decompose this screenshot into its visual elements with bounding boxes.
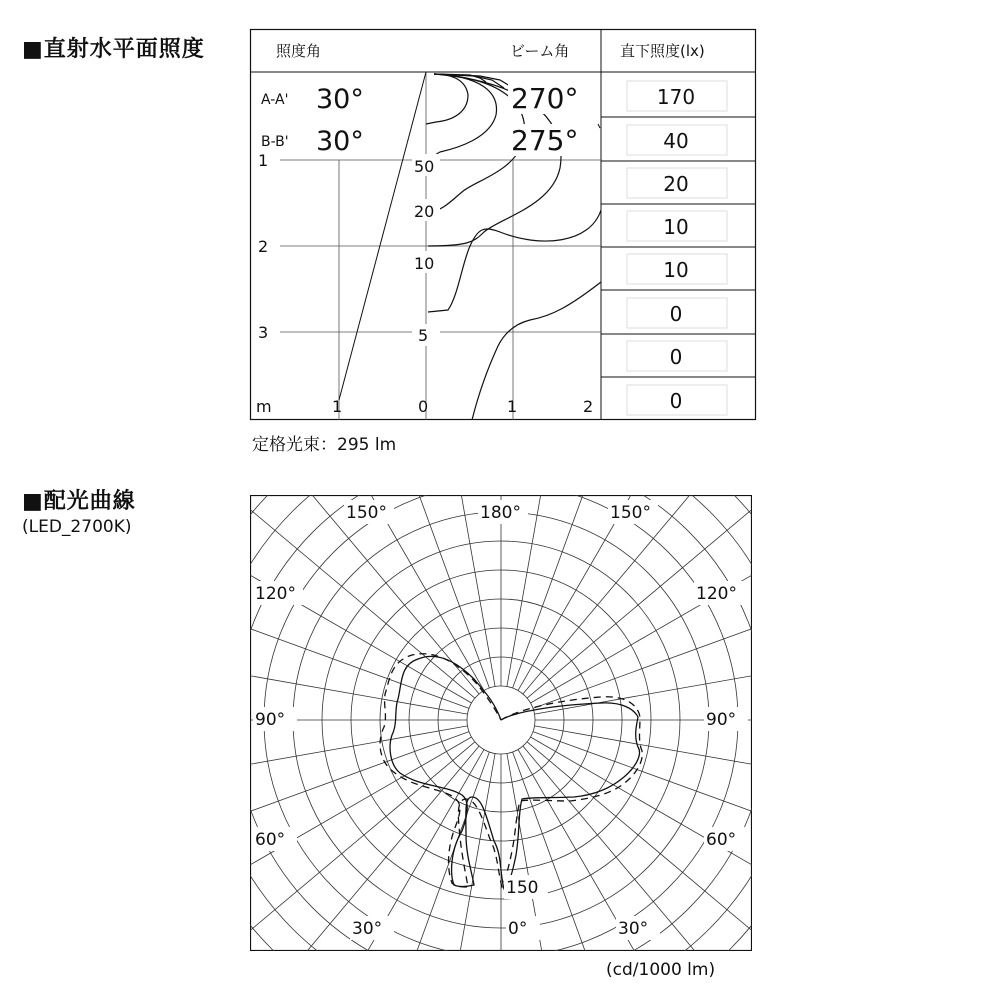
row-label: A-A' [261, 92, 289, 108]
angle-label-180: 180° [480, 503, 521, 523]
row-label: B-B' [261, 134, 289, 150]
x-label-right-1: 1 [507, 397, 518, 416]
depth-label-2: 2 [258, 237, 269, 256]
illuminance-diagram [0, 0, 1000, 470]
distribution-unit: (cd/1000 lm) [606, 960, 716, 980]
polar-chart [250, 495, 752, 951]
x-label-left-1: 1 [332, 397, 343, 416]
angle-label-90-right: 90° [706, 710, 737, 730]
row-illum-angle: 30° [316, 84, 364, 115]
angle-label-30-left: 30° [352, 919, 383, 939]
lux-label-10: 10 [414, 254, 435, 273]
lux-value: 0 [669, 302, 683, 326]
angle-label-150-right: 150° [610, 503, 651, 523]
angle-label-120-right: 120° [696, 584, 737, 604]
direct-lux-values [627, 81, 727, 415]
lux-label-5: 5 [418, 326, 429, 345]
lux-value: 0 [669, 345, 683, 369]
scale-label: 150 [506, 878, 539, 898]
lux-row-lines [601, 117, 756, 377]
lux-label-20: 20 [414, 202, 435, 221]
angle-label-60-left: 60° [255, 830, 286, 850]
row-b [258, 124, 592, 157]
illumination-angle-line [339, 72, 429, 400]
angle-label-90-left: 90° [255, 710, 286, 730]
header-illum-angle: 照度角 [276, 42, 322, 60]
angle-label-150-left: 150° [346, 503, 387, 523]
distribution-subtitle: (LED_2700K) [22, 517, 132, 537]
lux-value: 10 [663, 258, 689, 282]
iso-lux-curve-a [426, 74, 468, 124]
row-a [258, 82, 592, 115]
lux-value: 0 [669, 389, 683, 413]
depth-label-3: 3 [258, 323, 269, 342]
distance-unit: m [256, 397, 272, 416]
row-beam-angle: 270° [511, 82, 579, 115]
lux-label-50: 50 [414, 157, 435, 176]
lux-value: 170 [656, 85, 696, 109]
angle-label-120-left: 120° [255, 584, 296, 604]
x-label-0: 0 [418, 397, 429, 416]
row-illum-angle: 30° [316, 126, 364, 157]
row-beam-angle: 275° [511, 124, 579, 157]
lux-value: 40 [663, 129, 689, 153]
lux-value: 10 [663, 215, 689, 239]
rated-flux: 定格光束：295 lm [252, 435, 397, 455]
lux-value: 20 [663, 172, 689, 196]
angle-label-30-right: 30° [618, 919, 649, 939]
iso-lux-curve-outer [472, 282, 601, 420]
x-label-right-2: 2 [583, 397, 594, 416]
distribution-section-title: ■配光曲線 [22, 489, 136, 514]
angle-label-60-right: 60° [706, 830, 737, 850]
iso-lux-curve-5 [428, 210, 601, 312]
header-direct-lux: 直下照度(lx) [620, 42, 705, 60]
illuminance-section-title: ■直射水平面照度 [22, 37, 205, 62]
angle-label-0: 0° [508, 919, 528, 939]
depth-label-1: 1 [258, 151, 269, 170]
header-beam-angle: ビーム角 [510, 42, 570, 60]
